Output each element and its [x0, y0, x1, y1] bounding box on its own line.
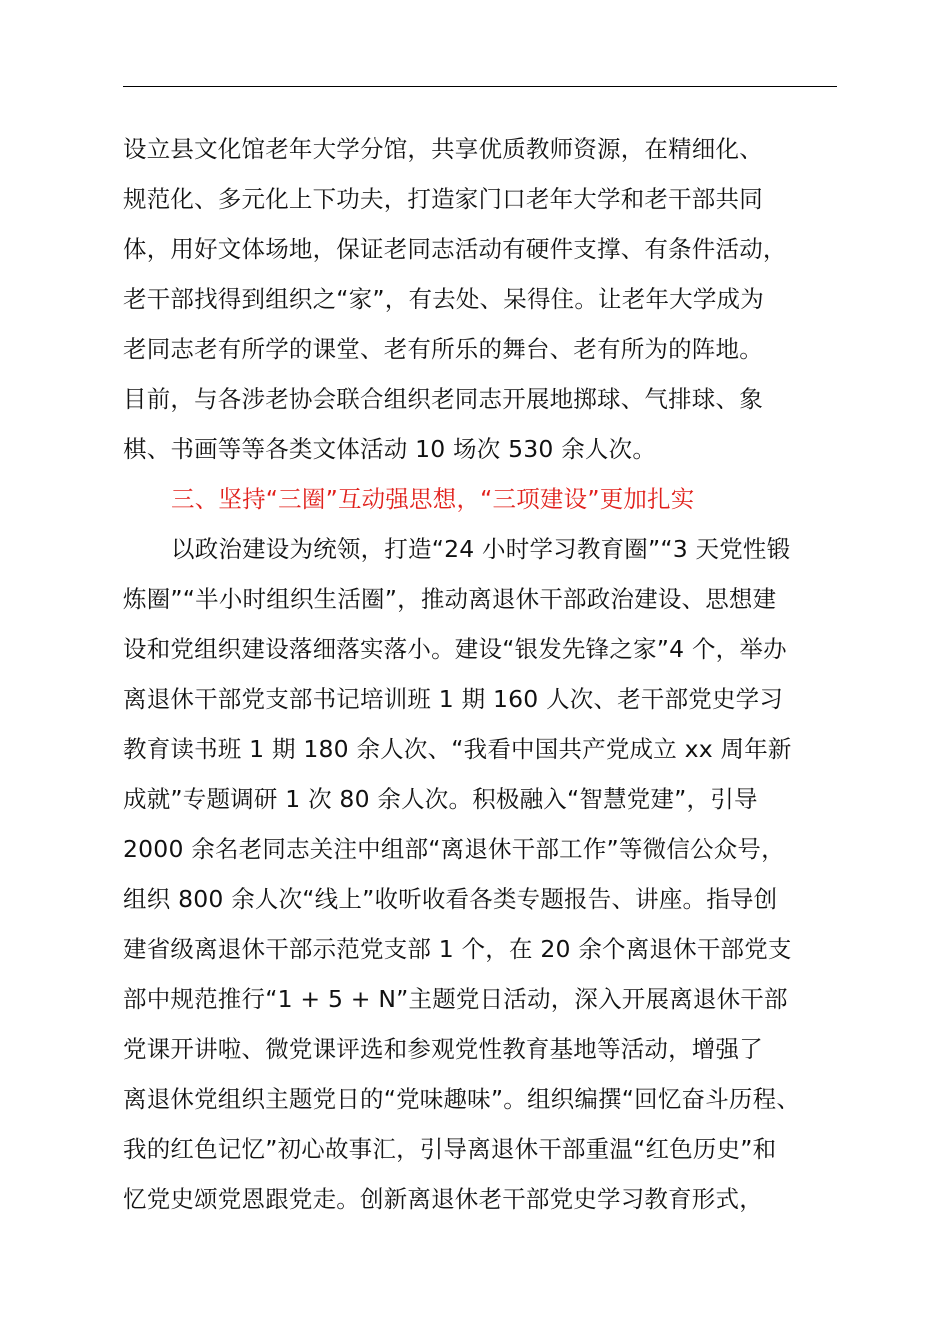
- text-line: 教育读书班 1 期 180 余人次、“我看中国共产党成立 xx 周年新: [123, 735, 792, 763]
- header-rule: [123, 86, 837, 87]
- paragraph-1: [123, 124, 839, 474]
- text-line: 成就”专题调研 1 次 80 余人次。积极融入“智慧党建”，引导: [123, 785, 758, 813]
- text-line: 建省级离退休干部示范党支部 1 个，在 20 余个离退休干部党支: [123, 935, 792, 963]
- text-line: 组织 800 余人次“线上”收听收看各类专题报告、讲座。指导创: [123, 885, 778, 913]
- text-line: 忆党史颂党恩跟党走。创新离退休老干部党史学习教育形式，: [123, 1185, 763, 1213]
- text-line: 炼圈”“半小时组织生活圈”，推动离退休干部政治建设、思想建: [123, 585, 777, 613]
- text-line: 棋、书画等等各类文体活动 10 场次 530 余人次。: [123, 435, 657, 463]
- text-line: 我的红色记忆”初心故事汇，引导离退休干部重温“红色历史”和: [123, 1135, 777, 1163]
- section-heading: 三、坚持“三圈”互动强思想，“三项建设”更加扎实: [171, 485, 695, 513]
- text-line: 离退休党组织主题党日的“党味趣味”。组织编撰“回忆奋斗历程、: [123, 1085, 801, 1113]
- text-line: 离退休干部党支部书记培训班 1 期 160 人次、老干部党史学习: [123, 685, 784, 713]
- text-line: 党课开讲啦、微党课评选和参观党性教育基地等活动，增强了: [123, 1035, 763, 1063]
- text-line: 体，用好文体场地，保证老同志活动有硬件支撑、有条件活动，: [123, 235, 787, 263]
- text-line: 老干部找得到组织之“家”，有去处、呆得住。让老年大学成为: [123, 285, 764, 313]
- text-line: 设立县文化馆老年大学分馆，共享优质教师资源，在精细化、: [123, 135, 763, 163]
- text-line: 2000 余名老同志关注中组部“离退休干部工作”等微信公众号，: [123, 835, 785, 863]
- text-line: 以政治建设为统领，打造“24 小时学习教育圈”“3 天党性锻: [171, 535, 791, 563]
- text-line: 设和党组织建设落细落实落小。建设“银发先锋之家”4 个，举办: [123, 635, 787, 663]
- document-body: [123, 124, 839, 1224]
- paragraph-2: [123, 524, 839, 1224]
- text-line: 目前，与各涉老协会联合组织老同志开展地掷球、气排球、象: [123, 385, 763, 413]
- text-line: 规范化、多元化上下功夫，打造家门口老年大学和老干部共同: [123, 185, 763, 213]
- text-line: 部中规范推行“1 + 5 + N”主题党日活动，深入开展离退休干部: [123, 985, 788, 1013]
- text-line: 老同志老有所学的课堂、老有所乐的舞台、老有所为的阵地。: [123, 335, 763, 363]
